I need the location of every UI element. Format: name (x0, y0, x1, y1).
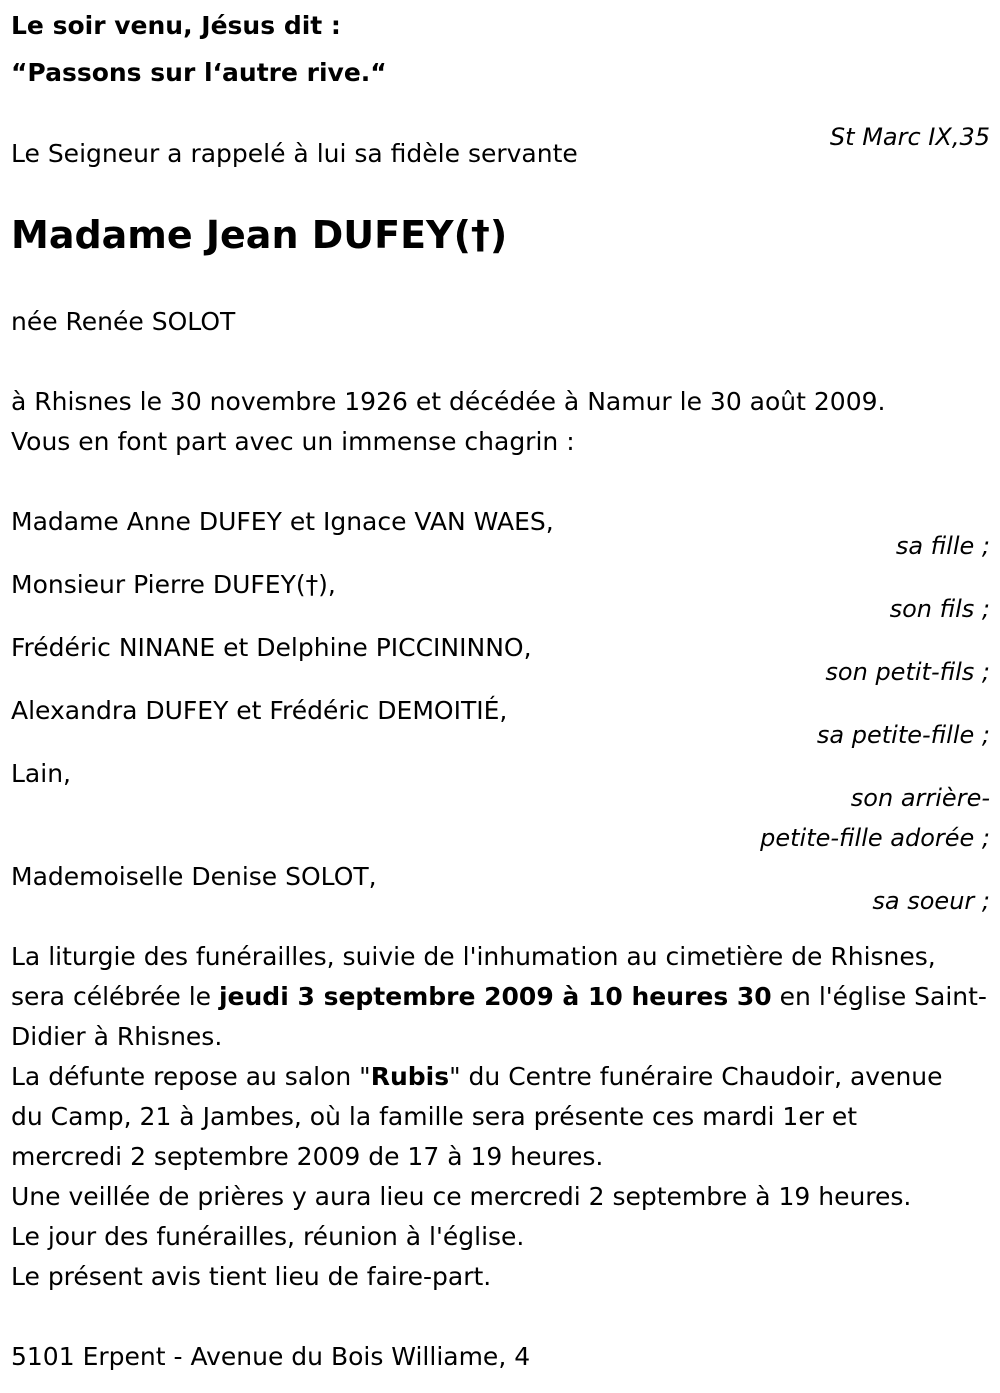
funeral-line: du Camp, 21 à Jambes, où la famille sera présente ces mardi 1er et (11, 1102, 858, 1131)
funeral-line: La liturgie des funérailles, suivie de l'inhumation au cimetière de Rhisnes, (11, 942, 936, 971)
salon-name: Rubis (370, 1062, 450, 1091)
funeral-date: jeudi 3 septembre 2009 à 10 heures 30 (218, 982, 772, 1011)
funeral-line: Le jour des funérailles, réunion à l'église. (11, 1222, 525, 1251)
family-member-relation: son fils ; (889, 595, 990, 623)
verse-line-2: “Passons sur l‘autre rive.“ (11, 58, 387, 87)
deceased-name: Madame Jean DUFEY(†) (11, 213, 508, 257)
family-member-relation: petite-fille adorée ; (760, 824, 990, 852)
funeral-line: mercredi 2 septembre 2009 de 17 à 19 heures. (11, 1142, 604, 1171)
family-member-relation: son arrière- (850, 784, 990, 812)
family-member-name: Madame Anne DUFEY et Ignace VAN WAES, (11, 507, 554, 536)
family-member-relation: sa fille ; (895, 532, 990, 560)
funeral-line: Une veillée de prières y aura lieu ce mercredi 2 septembre à 19 heures. (11, 1182, 912, 1211)
family-member-name: Monsieur Pierre DUFEY(†), (11, 570, 336, 599)
family-member-relation: sa soeur ; (872, 887, 990, 915)
family-member-relation: son petit-fils ; (825, 658, 990, 686)
maiden-name: née Renée SOLOT (11, 307, 236, 336)
family-member-name: Mademoiselle Denise SOLOT, (11, 862, 377, 891)
announcement-text: Vous en font part avec un immense chagrin : (11, 427, 575, 456)
verse-line-1: Le soir venu, Jésus dit : (11, 11, 341, 40)
family-member-name: Lain, (11, 759, 71, 788)
funeral-line: sera célébrée le jeudi 3 septembre 2009 à 10 heures 30 en l'église Saint- (11, 982, 987, 1011)
funeral-line: Le présent avis tient lieu de faire-part. (11, 1262, 492, 1291)
verse-reference: St Marc IX,35 (829, 123, 990, 151)
funeral-details (11, 937, 991, 1297)
funeral-line: La défunte repose au salon "Rubis" du Centre funéraire Chaudoir, avenue (11, 1062, 943, 1091)
family-member-relation: sa petite-fille ; (816, 721, 990, 749)
birth-death-text: à Rhisnes le 30 novembre 1926 et décédée à Namur le 30 août 2009. (11, 387, 886, 416)
family-member-name: Frédéric NINANE et Delphine PICCININNO, (11, 633, 532, 662)
family-member-name: Alexandra DUFEY et Frédéric DEMOITIÉ, (11, 696, 508, 725)
intro-text: Le Seigneur a rappelé à lui sa fidèle servante (11, 139, 578, 168)
address: 5101 Erpent - Avenue du Bois Williame, 4 (11, 1342, 531, 1371)
funeral-line: Didier à Rhisnes. (11, 1022, 223, 1051)
